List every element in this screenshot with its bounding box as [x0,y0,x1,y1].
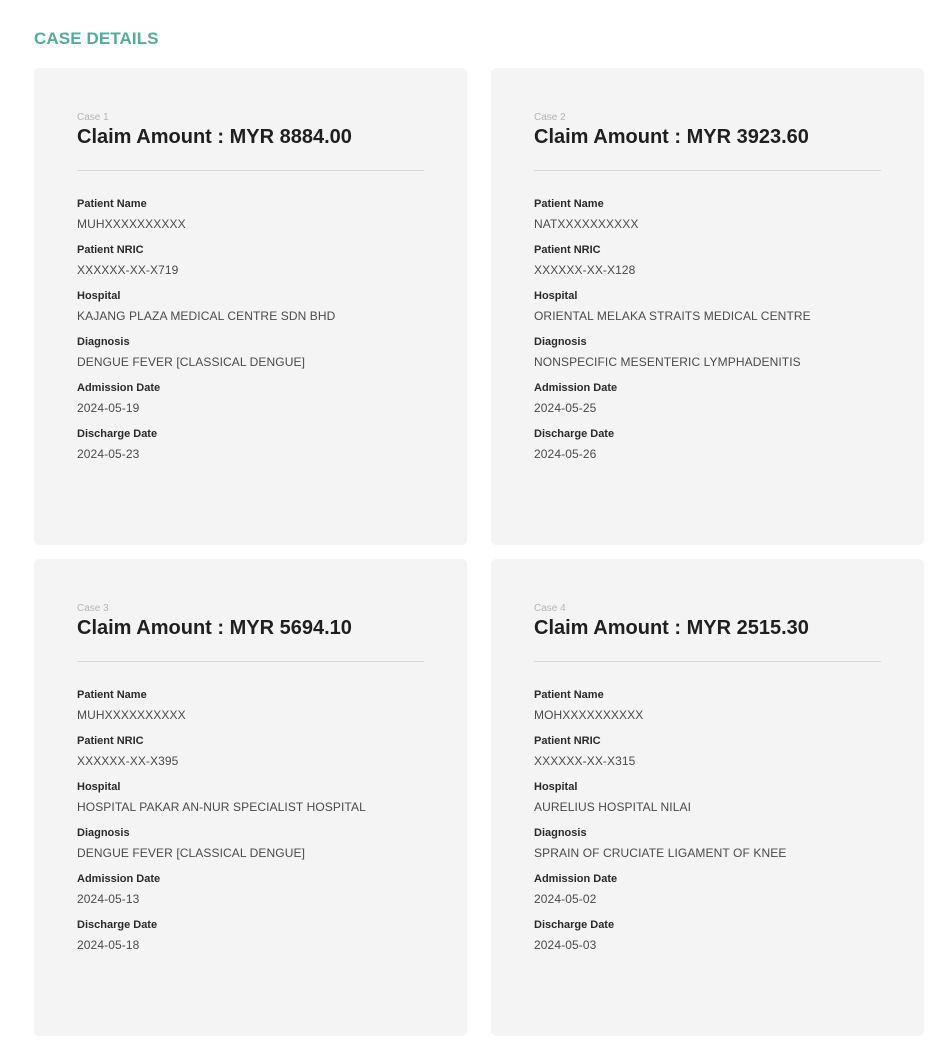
discharge-date-value: 2024-05-18 [77,938,140,952]
case-card-1 [34,68,467,545]
section-title: CASE DETAILS [34,29,159,48]
hospital-value: AURELIUS HOSPITAL NILAI [534,800,692,814]
discharge-date-value: 2024-05-26 [534,447,597,461]
diagnosis-label: Diagnosis [534,827,587,839]
patient-nric-field [534,735,882,768]
divider [77,661,424,662]
patient-name-field [534,689,882,722]
hospital-label: Hospital [77,781,121,793]
case-cards-grid [34,68,924,1036]
claim-amount: Claim Amount : MYR 3923.60 [534,126,809,148]
discharge-date-field [534,919,882,952]
patient-nric-value: XXXXXX-XX-X315 [534,754,636,768]
patient-nric-label: Patient NRIC [77,244,144,256]
hospital-field [534,781,882,814]
hospital-value: ORIENTAL MELAKA STRAITS MEDICAL CENTRE [534,309,811,323]
patient-nric-field [77,244,425,277]
patient-name-label: Patient Name [534,689,604,701]
diagnosis-label: Diagnosis [77,336,130,348]
patient-name-value: MUHXXXXXXXXXX [77,217,186,231]
hospital-label: Hospital [534,290,578,302]
patient-nric-value: XXXXXX-XX-X128 [534,263,636,277]
patient-nric-label: Patient NRIC [77,735,144,747]
diagnosis-value: SPRAIN OF CRUCIATE LIGAMENT OF KNEE [534,846,787,860]
admission-date-value: 2024-05-25 [534,401,597,415]
patient-nric-label: Patient NRIC [534,244,601,256]
diagnosis-label: Diagnosis [77,827,130,839]
patient-name-value: MOHXXXXXXXXXX [534,708,644,722]
patient-name-field [77,198,425,231]
admission-date-label: Admission Date [534,382,618,394]
case-label: Case 1 [77,112,109,123]
diagnosis-field [77,336,425,369]
discharge-date-label: Discharge Date [534,919,615,931]
discharge-date-label: Discharge Date [534,428,615,440]
hospital-value: KAJANG PLAZA MEDICAL CENTRE SDN BHD [77,309,336,323]
divider [534,170,881,171]
diagnosis-value: DENGUE FEVER [CLASSICAL DENGUE] [77,846,306,860]
diagnosis-label: Diagnosis [534,336,587,348]
diagnosis-field [534,336,882,369]
diagnosis-field [77,827,425,860]
claim-amount: Claim Amount : MYR 5694.10 [77,617,352,639]
divider [77,170,424,171]
claim-amount: Claim Amount : MYR 8884.00 [77,126,352,148]
patient-name-field [77,689,425,722]
case-label: Case 2 [534,112,566,123]
hospital-label: Hospital [534,781,578,793]
case-label: Case 4 [534,603,566,614]
discharge-date-field [534,428,882,461]
patient-nric-label: Patient NRIC [534,735,601,747]
patient-name-value: NATXXXXXXXXXX [534,217,639,231]
admission-date-field [534,382,882,415]
case-card-4 [491,559,924,1036]
hospital-field [77,290,425,323]
patient-nric-field [534,244,882,277]
discharge-date-label: Discharge Date [77,428,158,440]
discharge-date-value: 2024-05-23 [77,447,140,461]
admission-date-value: 2024-05-19 [77,401,140,415]
discharge-date-field [77,919,425,952]
discharge-date-field [77,428,425,461]
case-card-3 [34,559,467,1036]
admission-date-field [534,873,882,906]
patient-name-label: Patient Name [77,198,147,210]
patient-name-field [534,198,882,231]
hospital-value: HOSPITAL PAKAR AN-NUR SPECIALIST HOSPITAL [77,800,366,814]
hospital-label: Hospital [77,290,121,302]
case-label: Case 3 [77,603,109,614]
diagnosis-value: DENGUE FEVER [CLASSICAL DENGUE] [77,355,306,369]
divider [534,661,881,662]
patient-nric-value: XXXXXX-XX-X719 [77,263,179,277]
admission-date-field [77,382,425,415]
patient-name-label: Patient Name [534,198,604,210]
hospital-field [77,781,425,814]
case-card-2 [491,68,924,545]
admission-date-value: 2024-05-02 [534,892,597,906]
admission-date-label: Admission Date [534,873,618,885]
discharge-date-value: 2024-05-03 [534,938,597,952]
admission-date-field [77,873,425,906]
patient-nric-field [77,735,425,768]
admission-date-label: Admission Date [77,382,161,394]
hospital-field [534,290,882,323]
admission-date-value: 2024-05-13 [77,892,140,906]
patient-name-label: Patient Name [77,689,147,701]
discharge-date-label: Discharge Date [77,919,158,931]
claim-amount: Claim Amount : MYR 2515.30 [534,617,809,639]
diagnosis-field [534,827,882,860]
patient-nric-value: XXXXXX-XX-X395 [77,754,179,768]
patient-name-value: MUHXXXXXXXXXX [77,708,186,722]
admission-date-label: Admission Date [77,873,161,885]
diagnosis-value: NONSPECIFIC MESENTERIC LYMPHADENITIS [534,355,801,369]
